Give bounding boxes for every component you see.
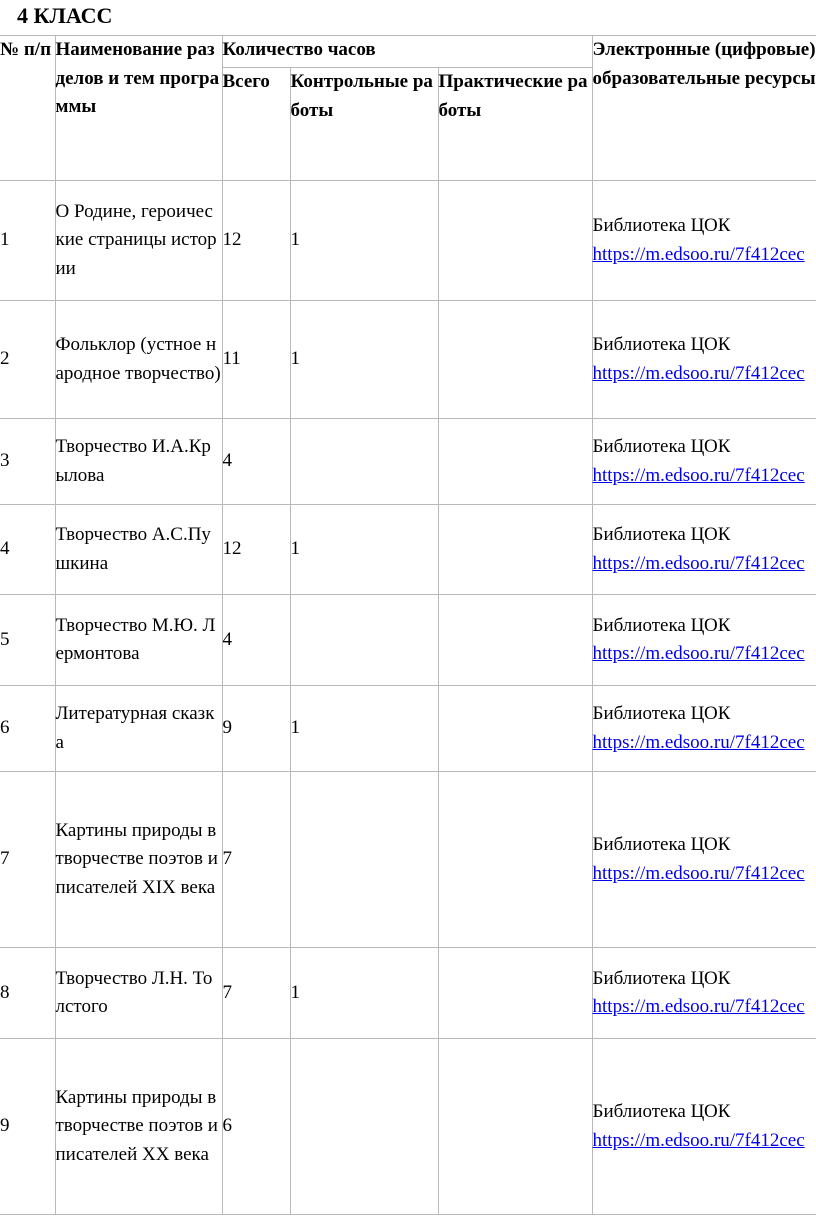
table-row xyxy=(0,1039,816,1215)
table-row xyxy=(0,595,816,686)
library-label: Библиотека ЦОК xyxy=(592,334,731,355)
section-name: Творчество Л.Н. Толстого xyxy=(55,948,222,1039)
library-label: Библиотека ЦОК xyxy=(592,703,731,724)
row-number: 1 xyxy=(0,181,55,301)
resource-link[interactable]: https://m.edsoo.ru/7f412cec xyxy=(592,731,805,753)
resource-cell xyxy=(592,948,816,1039)
library-label: Библиотека ЦОК xyxy=(592,614,731,636)
resource-cell xyxy=(592,505,816,595)
row-number: 2 xyxy=(0,301,55,419)
library-label: Библиотека ЦОК xyxy=(592,967,731,989)
resource-cell xyxy=(592,772,816,948)
resource-link[interactable]: https://m.edsoo.ru/7f412cec xyxy=(592,243,805,265)
practical-works xyxy=(438,419,592,505)
hours-total: 7 xyxy=(222,772,290,948)
header-practical-works: Практические работы xyxy=(438,68,592,181)
hours-total: 7 xyxy=(222,948,290,1039)
hours-total: 12 xyxy=(222,181,290,301)
table-row xyxy=(0,301,816,419)
header-hours: Количество часов xyxy=(222,36,592,68)
resource-cell xyxy=(592,181,816,301)
row-number: 5 xyxy=(0,595,55,686)
row-number: 9 xyxy=(0,1039,55,1215)
library-label: Библиотека ЦОК xyxy=(592,834,731,855)
hours-total: 9 xyxy=(222,686,290,772)
library-label: Библиотека ЦОК xyxy=(592,1101,731,1122)
row-number: 3 xyxy=(0,419,55,505)
control-works: 1 xyxy=(290,181,438,301)
section-name: Творчество М.Ю. Лермонтова xyxy=(55,595,222,686)
resource-cell xyxy=(592,595,816,686)
resource-link[interactable]: https://m.edsoo.ru/7f412cec xyxy=(592,464,805,486)
section-name: Картины природы в творчестве поэтов и писателей XIX века xyxy=(55,772,222,948)
section-name: Фольклор (устное народное творчество) xyxy=(55,301,222,419)
row-number: 6 xyxy=(0,686,55,772)
hours-total: 4 xyxy=(222,595,290,686)
row-number: 8 xyxy=(0,948,55,1039)
resource-link[interactable]: https://m.edsoo.ru/7f412cec xyxy=(592,643,805,664)
section-name: Картины природы в творчестве поэтов и писателей XX века xyxy=(55,1039,222,1215)
header-total: Всего xyxy=(222,68,290,181)
header-resources: Электронные (цифровые) образовательные ресурсы xyxy=(592,36,816,181)
table-body xyxy=(0,181,816,1215)
resource-cell xyxy=(592,1039,816,1215)
header-number: № п/п xyxy=(0,36,55,181)
section-name: Творчество И.А.Крылова xyxy=(55,419,222,505)
resource-cell xyxy=(592,686,816,772)
resource-link[interactable]: https://m.edsoo.ru/7f412cec xyxy=(592,552,805,574)
control-works: 1 xyxy=(290,301,438,419)
practical-works xyxy=(438,1039,592,1215)
control-works xyxy=(290,595,438,686)
row-number: 4 xyxy=(0,505,55,595)
control-works: 1 xyxy=(290,686,438,772)
resource-cell xyxy=(592,419,816,505)
resource-link[interactable]: https://m.edsoo.ru/7f412cec xyxy=(592,362,805,384)
library-label: Библиотека ЦОК xyxy=(592,436,731,457)
control-works: 1 xyxy=(290,505,438,595)
library-label: Библиотека ЦОК xyxy=(592,524,731,545)
practical-works xyxy=(438,301,592,419)
table-row xyxy=(0,505,816,595)
hours-total: 6 xyxy=(222,1039,290,1215)
control-works: 1 xyxy=(290,948,438,1039)
table-row xyxy=(0,419,816,505)
resource-link[interactable]: https://m.edsoo.ru/7f412cec xyxy=(592,1129,805,1151)
practical-works xyxy=(438,772,592,948)
library-label: Библиотека ЦОК xyxy=(592,215,731,236)
control-works xyxy=(290,772,438,948)
practical-works xyxy=(438,686,592,772)
hours-total: 12 xyxy=(222,505,290,595)
practical-works xyxy=(438,948,592,1039)
control-works xyxy=(290,1039,438,1215)
control-works xyxy=(290,419,438,505)
header-section-name: Наименование разделов и тем программы xyxy=(55,36,222,181)
section-name: Литературная сказка xyxy=(55,686,222,772)
row-number: 7 xyxy=(0,772,55,948)
hours-total: 11 xyxy=(222,301,290,419)
section-name: Творчество А.С.Пушкина xyxy=(55,505,222,595)
table-row xyxy=(0,686,816,772)
hours-total: 4 xyxy=(222,419,290,505)
header-control-works: Контрольные работы xyxy=(290,68,438,181)
resource-cell xyxy=(592,301,816,419)
practical-works xyxy=(438,181,592,301)
practical-works xyxy=(438,595,592,686)
table-row xyxy=(0,181,816,301)
section-name: О Родине, героические страницы истории xyxy=(55,181,222,301)
resource-link[interactable]: https://m.edsoo.ru/7f412cec xyxy=(592,996,805,1017)
resource-link[interactable]: https://m.edsoo.ru/7f412cec xyxy=(592,862,805,884)
practical-works xyxy=(438,505,592,595)
table-row xyxy=(0,772,816,948)
table-row xyxy=(0,948,816,1039)
curriculum-table xyxy=(0,35,816,1215)
page-title: 4 КЛАСС xyxy=(17,3,113,28)
